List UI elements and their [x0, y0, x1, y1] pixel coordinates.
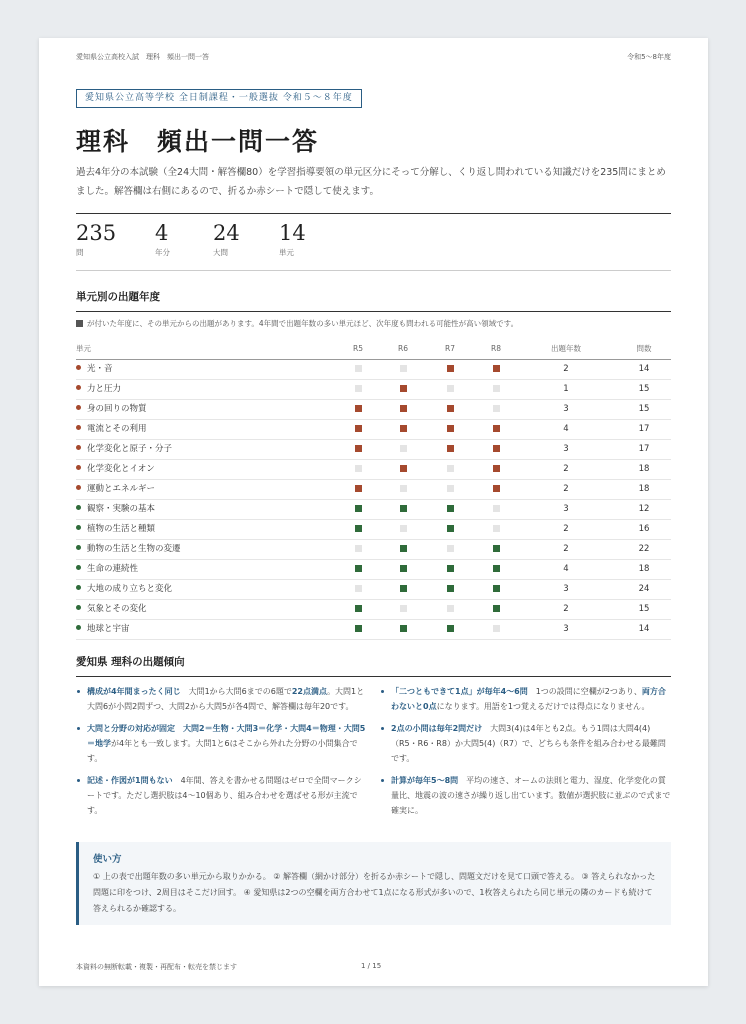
year-marker [493, 385, 500, 392]
unit-year-table [76, 339, 671, 640]
year-cell [391, 380, 415, 399]
year-marker [400, 545, 407, 552]
col-header-count: 出題年数 [551, 344, 581, 353]
year-marker [493, 425, 500, 432]
year-cell [438, 360, 462, 379]
year-marker [355, 365, 362, 372]
running-header [76, 52, 671, 64]
year-marker [447, 545, 454, 552]
year-marker [493, 545, 500, 552]
field-dot-icon [76, 445, 81, 450]
year-count: 3 [563, 404, 569, 414]
trend-item [380, 773, 672, 818]
year-cell [391, 500, 415, 519]
year-cell [391, 520, 415, 539]
table-row [76, 380, 671, 400]
col-header-r7: R7 [445, 344, 455, 353]
table-note-text: が付いた年度に、その単元からの出題があります。4年間で出題年数の多い単元ほど、次年度も問われる可能性が高い領域です。 [87, 319, 519, 328]
col-header-unit: 単元 [76, 344, 91, 353]
year-cell [438, 620, 462, 639]
trend-item [76, 721, 368, 766]
year-cell [346, 600, 370, 619]
question-count: 14 [638, 624, 650, 634]
trend-item-heading: 大問と分野の対応が固定 大問2＝生物・大問3＝化学・大問4＝物理・大問5＝地学 [87, 724, 366, 748]
year-cell [438, 540, 462, 559]
lead-paragraph: 過去4年分の本試験（全24大問・解答欄80）を学習指導要領の単元区分にそって分解し、くり返し問われている知識だけを235問にまとめました。解答欄は右側にあるので、折るか赤シートで隠して使えます。 [76, 167, 666, 197]
year-cell [438, 600, 462, 619]
trend-item-emphasis: 両方合わないと0点 [391, 687, 666, 711]
trend-item-text: 大問3(4)は4年とも2点。もう1問は大問4(4)（R5・R6・R8）か大問5(4)（R7）で、どちらも条件を組み合わせる最難問です。 [391, 724, 666, 763]
year-cell [484, 600, 508, 619]
year-cell [391, 620, 415, 639]
year-cell [438, 520, 462, 539]
year-cell [391, 480, 415, 499]
field-dot-icon [76, 605, 81, 610]
year-marker [400, 585, 407, 592]
year-marker [400, 465, 407, 472]
field-dot-icon [76, 425, 81, 430]
stat-major-questions [213, 219, 240, 258]
trend-item-text: 4年間、答えを書かせる問題はゼロで全問マークシートです。ただし選択肢は4～10個あり、組み合わせを選ばせる形が主流です。 [87, 776, 362, 815]
year-marker [493, 445, 500, 452]
field-dot-icon [76, 365, 81, 370]
year-marker [355, 425, 362, 432]
trend-item-heading: 記述・作図が1問もない [87, 776, 173, 785]
question-count: 18 [638, 564, 650, 574]
stats-bar [76, 213, 671, 271]
question-count: 16 [638, 524, 650, 534]
question-count: 17 [638, 444, 650, 454]
question-count: 14 [638, 364, 650, 374]
year-cell [346, 400, 370, 419]
field-dot-icon [76, 505, 81, 510]
year-marker [355, 465, 362, 472]
legend-square-icon [76, 320, 83, 327]
year-marker [493, 465, 500, 472]
year-cell [484, 360, 508, 379]
year-marker [447, 365, 454, 372]
trend-item-text: 平均の速さ、オームの法則と電力、湿度、化学変化の質量比、地震の波の速さが繰り返し出ています。数値が選択肢に並ぶので式まで確実に。 [391, 776, 671, 815]
year-marker [447, 565, 454, 572]
year-count: 1 [563, 384, 569, 394]
field-dot-icon [76, 405, 81, 410]
stat-label: 問 [76, 248, 84, 257]
year-marker [447, 505, 454, 512]
year-marker [400, 405, 407, 412]
year-cell [346, 460, 370, 479]
year-marker [493, 585, 500, 592]
unit-name [76, 540, 181, 559]
field-dot-icon [76, 565, 81, 570]
year-marker [400, 485, 407, 492]
stat-value: 14 [279, 221, 306, 245]
year-cell [391, 600, 415, 619]
table-row [76, 500, 671, 520]
year-cell [484, 520, 508, 539]
year-count: 3 [563, 584, 569, 594]
unit-name-text: 化学変化と原子・分子 [87, 444, 173, 454]
year-cell [391, 440, 415, 459]
unit-name [76, 560, 138, 579]
stat-years [155, 219, 170, 258]
year-marker [493, 525, 500, 532]
year-marker [400, 565, 407, 572]
table-row [76, 600, 671, 620]
running-header-left: 愛知県公立高校入試 理科 頻出一問一答 [76, 53, 209, 61]
trend-item-text-cont: になります。用語を1つ覚えるだけでは得点になりません。 [436, 702, 650, 711]
year-marker [400, 605, 407, 612]
year-cell [484, 500, 508, 519]
trend-column-left [76, 684, 368, 825]
year-marker [400, 505, 407, 512]
year-marker [355, 545, 362, 552]
year-cell [346, 520, 370, 539]
unit-name [76, 440, 172, 459]
unit-name-text: 運動とエネルギー [87, 484, 156, 494]
stat-value: 235 [76, 221, 117, 245]
page-number: 1 / 15 [361, 962, 382, 970]
year-cell [438, 560, 462, 579]
document-page [39, 38, 708, 986]
question-count: 15 [638, 404, 650, 414]
trend-column-right [380, 684, 672, 825]
year-cell [438, 400, 462, 419]
col-header-r8: R8 [491, 344, 501, 353]
year-marker [447, 445, 454, 452]
table-row [76, 520, 671, 540]
question-count: 24 [638, 584, 650, 594]
col-header-r5: R5 [353, 344, 363, 353]
field-dot-icon [76, 465, 81, 470]
unit-name [76, 380, 121, 399]
table-row [76, 400, 671, 420]
year-marker [493, 625, 500, 632]
year-marker [355, 605, 362, 612]
exam-tag: 愛知県公立高等学校 全日制課程・一般選抜 令和５～８年度 [76, 89, 362, 108]
footer-copyright: 本資料の無断転載・複製・再配布・転売を禁じます [76, 963, 237, 971]
year-marker [447, 605, 454, 612]
trend-item [76, 773, 368, 818]
year-cell [346, 380, 370, 399]
table-header-row [76, 339, 671, 360]
trend-item-emphasis: 22点満点 [291, 687, 327, 696]
section-title-units: 単元別の出題年度 [76, 289, 671, 312]
field-dot-icon [76, 385, 81, 390]
field-dot-icon [76, 525, 81, 530]
year-count: 2 [563, 604, 569, 614]
year-count: 4 [563, 424, 569, 434]
table-note [76, 318, 518, 329]
year-marker [355, 585, 362, 592]
year-marker [493, 485, 500, 492]
unit-name-text: 地球と宇宙 [87, 624, 130, 634]
stat-value: 24 [213, 221, 240, 245]
year-cell [438, 460, 462, 479]
year-marker [447, 625, 454, 632]
year-cell [391, 460, 415, 479]
year-marker [355, 385, 362, 392]
trend-item-text: 1つの設問に空欄が2つあり、 [527, 687, 642, 696]
unit-name-text: 力と圧力 [87, 384, 122, 394]
year-cell [484, 460, 508, 479]
table-row [76, 580, 671, 600]
year-marker [447, 405, 454, 412]
year-cell [484, 480, 508, 499]
year-cell [484, 400, 508, 419]
year-marker [355, 565, 362, 572]
col-header-r6: R6 [398, 344, 408, 353]
year-cell [391, 560, 415, 579]
year-marker [447, 585, 454, 592]
year-marker [493, 605, 500, 612]
year-cell [346, 500, 370, 519]
unit-name [76, 460, 155, 479]
year-cell [438, 480, 462, 499]
year-cell [391, 540, 415, 559]
year-marker [493, 405, 500, 412]
year-cell [346, 540, 370, 559]
year-count: 2 [563, 524, 569, 534]
question-count: 12 [638, 504, 650, 514]
year-marker [355, 525, 362, 532]
year-cell [391, 420, 415, 439]
unit-name [76, 420, 147, 439]
unit-name-text: 身の回りの物質 [87, 404, 147, 414]
unit-name-text: 電流とその利用 [87, 424, 147, 434]
unit-name-text: 光・音 [87, 364, 113, 374]
year-marker [493, 365, 500, 372]
table-row [76, 620, 671, 640]
unit-name-text: 観察・実験の基本 [87, 504, 156, 514]
table-row [76, 460, 671, 480]
year-cell [391, 400, 415, 419]
howto-box [76, 842, 671, 925]
unit-name-text: 化学変化とイオン [87, 464, 155, 474]
question-count: 22 [638, 544, 650, 554]
year-count: 3 [563, 504, 569, 514]
field-dot-icon [76, 625, 81, 630]
stat-label: 年分 [155, 248, 170, 257]
year-marker [400, 385, 407, 392]
trend-item-text-cont: 。大問1と大問6が小問2問ずつ、大問2から大問5が各4問で、解答欄は毎年20です。 [87, 687, 365, 711]
question-count: 15 [638, 604, 650, 614]
howto-body: ① 上の表で出題年数の多い単元から取りかかる。 ② 解答欄（網かけ部分）を折るか赤シートで隠し、問題文だけを見て口頭で答える。 ③ 答えられなかった問題に印をつけ、2周目はそこだけ回す。 ④ 愛知県は2つの空欄を両方合わせて1点になる形式が多いので、1枚答えられたら同じ単元の隣のカードも続けて答えられるか確認する。 [93, 872, 656, 913]
year-marker [400, 525, 407, 532]
year-cell [484, 580, 508, 599]
trend-item-heading: 計算が毎年5～8問 [391, 776, 459, 785]
trend-item-heading: 「二つともできて1点」が毎年4～6問 [391, 687, 528, 696]
table-row [76, 540, 671, 560]
page-title: 理科 頻出一問一答 [76, 127, 320, 156]
year-marker [355, 445, 362, 452]
year-cell [438, 420, 462, 439]
unit-name [76, 360, 113, 379]
year-count: 2 [563, 364, 569, 374]
year-count: 2 [563, 464, 569, 474]
unit-name-text: 動物の生活と生物の変遷 [87, 544, 181, 554]
table-row [76, 480, 671, 500]
unit-name [76, 480, 155, 499]
stat-units [279, 219, 306, 258]
year-marker [355, 485, 362, 492]
year-marker [400, 445, 407, 452]
year-cell [484, 540, 508, 559]
year-cell [484, 440, 508, 459]
year-cell [391, 580, 415, 599]
year-cell [484, 420, 508, 439]
year-marker [400, 625, 407, 632]
stat-label: 単元 [279, 248, 294, 257]
unit-name [76, 500, 155, 519]
unit-name [76, 600, 147, 619]
year-cell [438, 500, 462, 519]
col-header-questions: 問数 [636, 344, 652, 353]
table-body [76, 360, 671, 640]
trend-item-heading: 構成が4年間まったく同じ [87, 687, 181, 696]
unit-name-text: 気象とその変化 [87, 604, 147, 614]
table-row [76, 560, 671, 580]
table-row [76, 420, 671, 440]
year-count: 3 [563, 444, 569, 454]
year-cell [346, 440, 370, 459]
unit-name-text: 大地の成り立ちと変化 [87, 584, 173, 594]
year-cell [346, 580, 370, 599]
field-dot-icon [76, 545, 81, 550]
stat-value: 4 [155, 221, 169, 245]
year-cell [484, 620, 508, 639]
year-marker [447, 485, 454, 492]
year-marker [400, 425, 407, 432]
year-marker [493, 565, 500, 572]
question-count: 18 [638, 484, 650, 494]
unit-name-text: 生命の連続性 [87, 564, 139, 574]
question-count: 18 [638, 464, 650, 474]
unit-name [76, 620, 130, 639]
stat-questions [76, 219, 116, 258]
year-cell [484, 560, 508, 579]
year-count: 4 [563, 564, 569, 574]
unit-name-text: 植物の生活と種類 [87, 524, 156, 534]
year-cell [346, 360, 370, 379]
unit-name [76, 400, 147, 419]
year-cell [484, 380, 508, 399]
year-marker [400, 365, 407, 372]
footer [76, 962, 671, 972]
field-dot-icon [76, 485, 81, 490]
year-count: 3 [563, 624, 569, 634]
year-cell [346, 620, 370, 639]
running-header-right: 令和5～8年度 [627, 53, 671, 61]
year-marker [447, 465, 454, 472]
year-marker [447, 525, 454, 532]
table-row [76, 440, 671, 460]
howto-title: 使い方 [93, 854, 122, 865]
year-marker [493, 505, 500, 512]
year-cell [346, 480, 370, 499]
year-marker [355, 405, 362, 412]
trend-item-text: が4年とも一致します。大問1と6はそこから外れた分野の小問集合です。 [87, 739, 358, 763]
table-row [76, 360, 671, 380]
year-cell [346, 420, 370, 439]
field-dot-icon [76, 585, 81, 590]
year-cell [346, 560, 370, 579]
section-title-trends: 愛知県 理科の出題傾向 [76, 654, 671, 677]
year-count: 2 [563, 544, 569, 554]
year-marker [355, 505, 362, 512]
question-count: 17 [638, 424, 650, 434]
trend-item [380, 721, 672, 766]
trend-item-text: 大問1から大問6までの6題で [180, 687, 292, 696]
year-count: 2 [563, 484, 569, 494]
year-cell [438, 440, 462, 459]
year-cell [438, 580, 462, 599]
question-count: 15 [638, 384, 650, 394]
year-marker [447, 425, 454, 432]
trend-item-heading: 2点の小問は毎年2問だけ [391, 724, 483, 733]
year-marker [355, 625, 362, 632]
year-cell [391, 360, 415, 379]
trend-item [76, 684, 368, 714]
year-marker [447, 385, 454, 392]
stat-label: 大問 [213, 248, 228, 257]
unit-name [76, 520, 155, 539]
unit-name [76, 580, 172, 599]
trend-item [380, 684, 672, 714]
year-cell [438, 380, 462, 399]
